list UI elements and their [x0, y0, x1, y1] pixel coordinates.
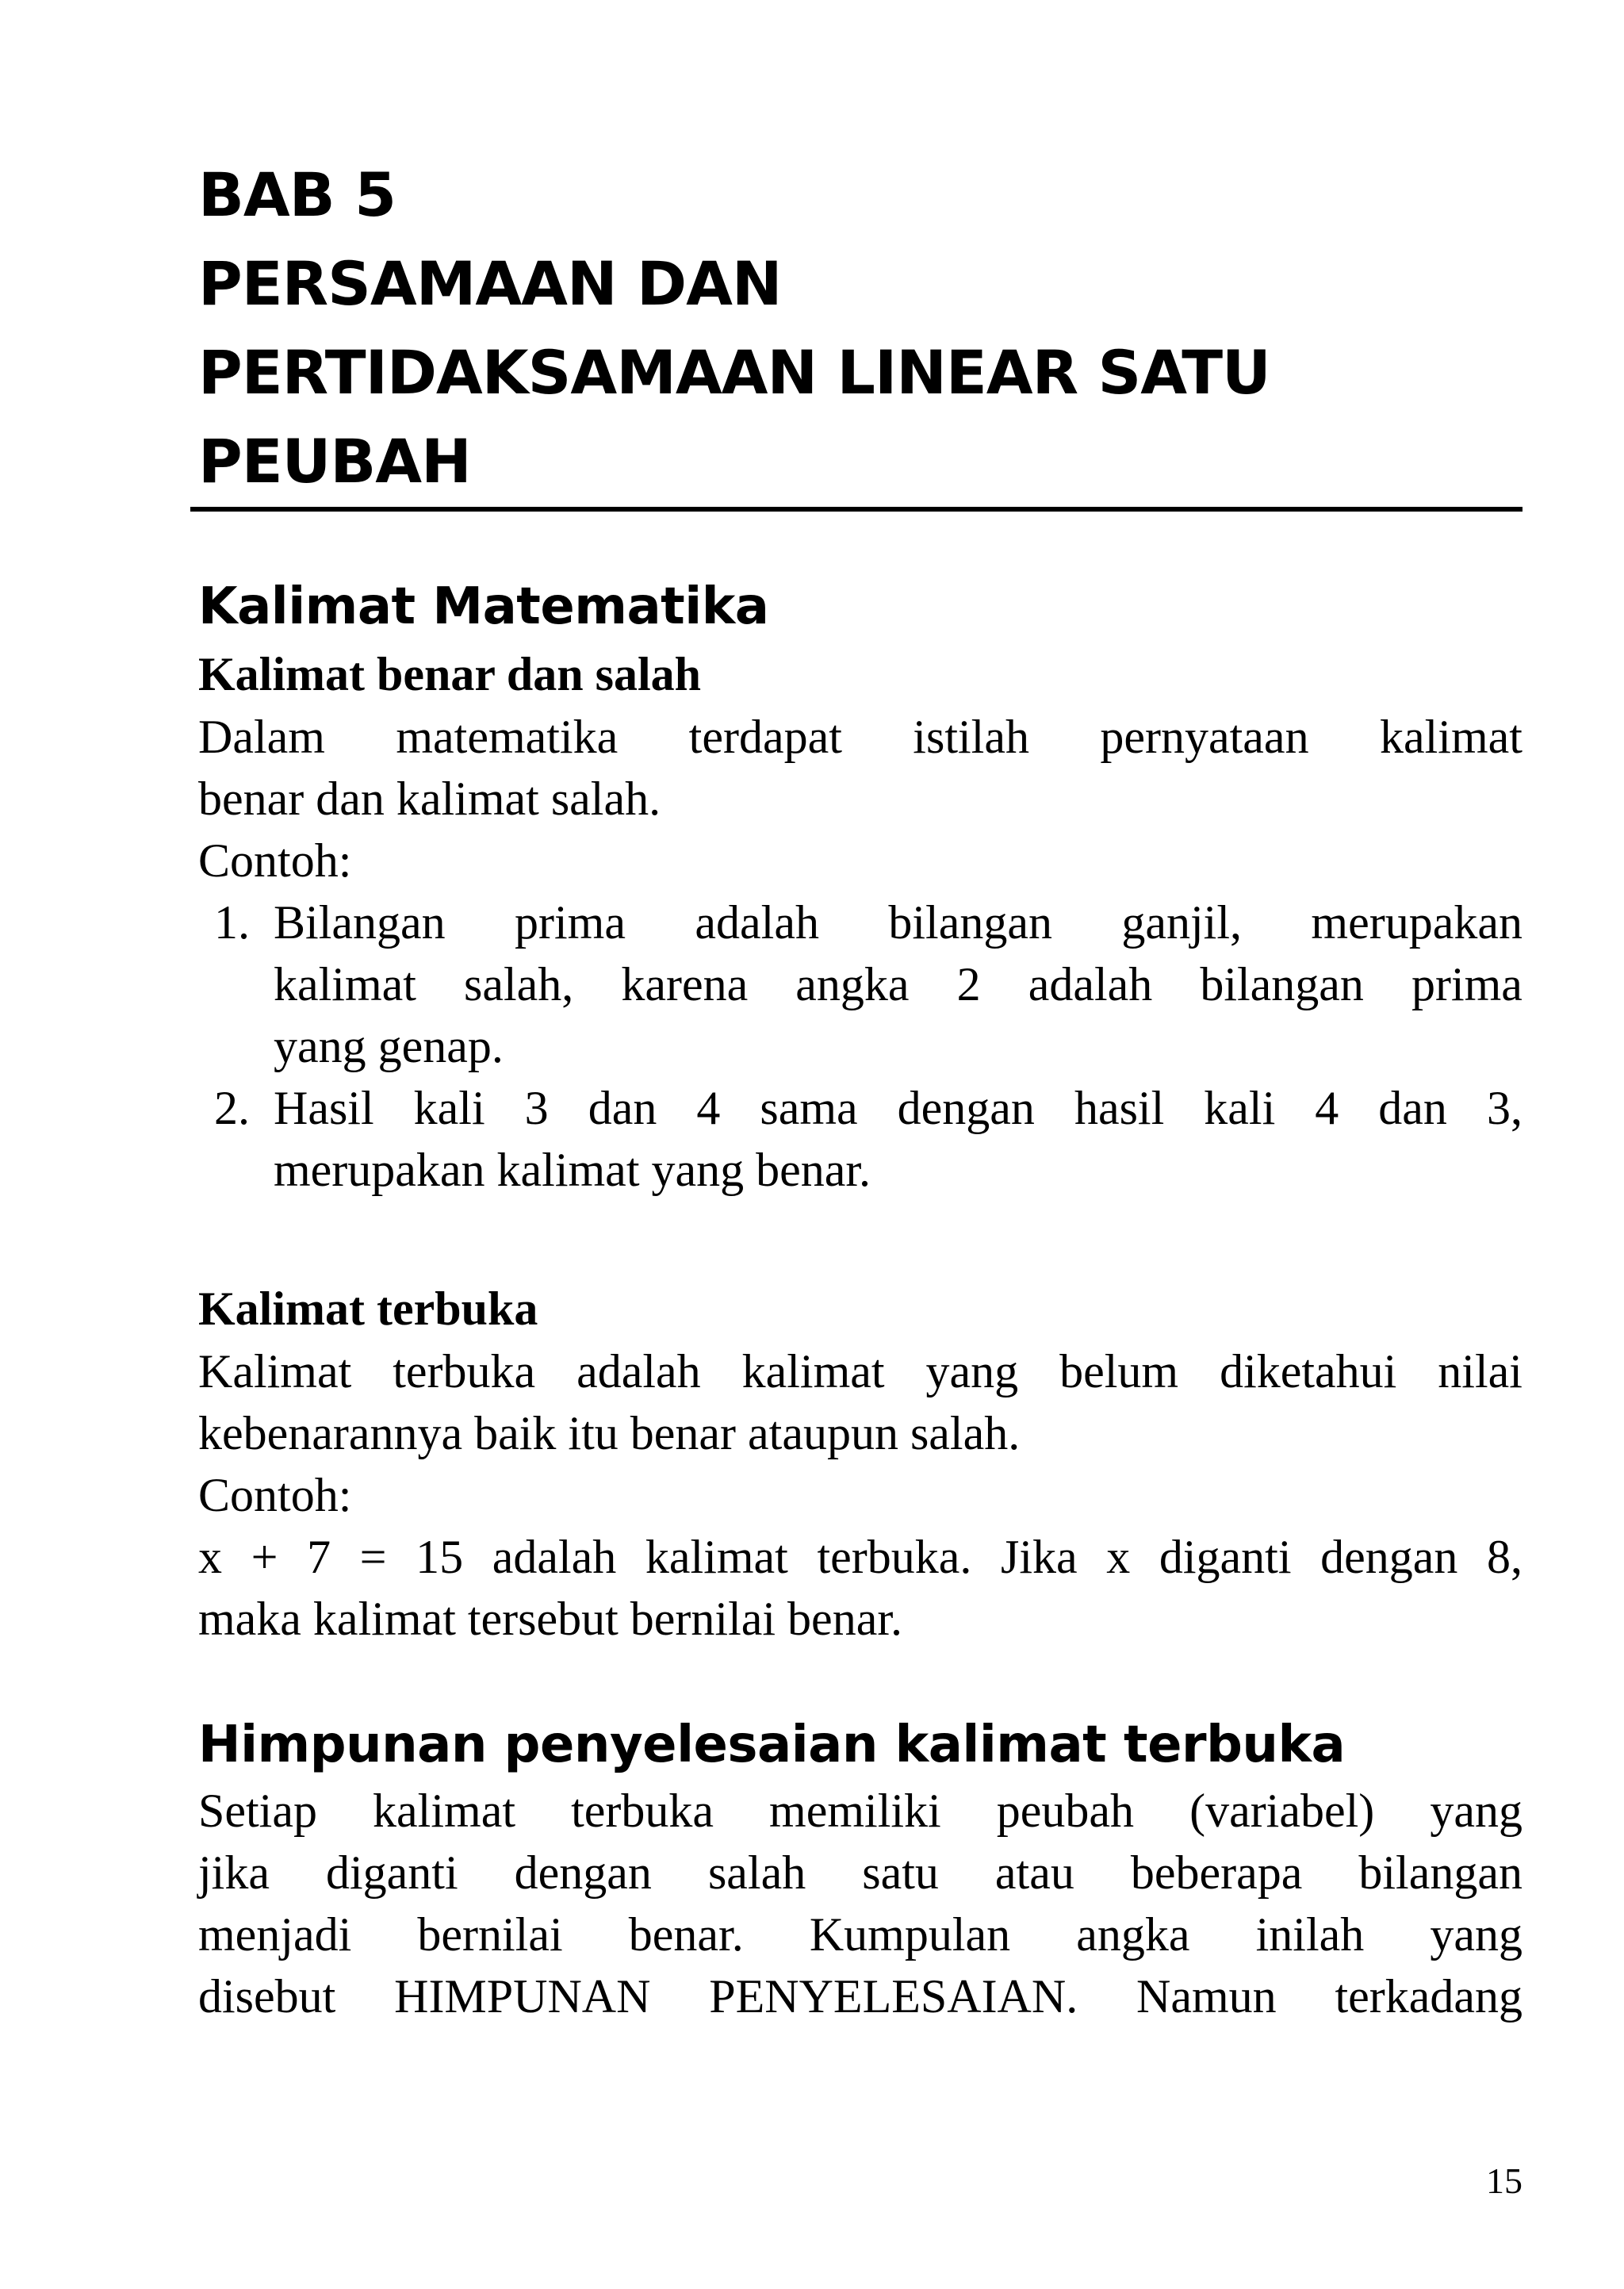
word: nilai: [1438, 1345, 1522, 1398]
list-number: 2.: [214, 1082, 250, 1134]
word: matematika: [396, 711, 619, 763]
word: terbuka.: [817, 1531, 972, 1583]
word: 3,: [1486, 1082, 1522, 1134]
text-line: kebenarannya baik itu benar ataupun salah.: [198, 1407, 1021, 1459]
word: x: [198, 1531, 222, 1583]
word: Kumpulan: [809, 1908, 1011, 1961]
word: kalimat: [373, 1785, 515, 1837]
word: kalimat: [274, 958, 416, 1010]
list-number: 1.: [214, 896, 250, 949]
word: terdapat: [688, 711, 842, 763]
word: inilah: [1255, 1908, 1365, 1961]
section-heading-himpunan-penyelesaian: Himpunan penyelesaian kalimat terbuka: [198, 1716, 1346, 1774]
word: kalimat: [1380, 711, 1522, 763]
word: diganti: [326, 1846, 458, 1899]
paragraph-himpunan: [198, 1780, 1522, 2027]
word: 4: [1315, 1082, 1339, 1134]
word: yang: [925, 1345, 1019, 1398]
section-heading-kalimat-matematika: Kalimat Matematika: [198, 577, 769, 636]
word: belum: [1059, 1345, 1179, 1398]
chapter-title: [198, 151, 1522, 506]
word: sama: [760, 1082, 858, 1134]
word: pernyataan: [1100, 711, 1309, 763]
justified-line: [274, 953, 1522, 1015]
word: adalah: [695, 896, 819, 949]
word: beberapa: [1130, 1846, 1303, 1899]
word: 8,: [1487, 1531, 1522, 1583]
justified-line: [198, 1842, 1522, 1904]
chapter-title-line: PERSAMAAN DAN: [198, 248, 782, 319]
word: Setiap: [198, 1785, 317, 1837]
word: 4: [696, 1082, 721, 1134]
document-page: [198, 0, 1522, 2289]
word: salah: [707, 1846, 806, 1899]
word: diganti: [1159, 1531, 1292, 1583]
word: bilangan: [888, 896, 1052, 949]
word: Hasil: [274, 1082, 374, 1134]
word: atau: [994, 1846, 1074, 1899]
word: dengan: [1320, 1531, 1458, 1583]
word: (variabel): [1189, 1785, 1375, 1837]
word: HIMPUNAN: [394, 1970, 651, 2023]
word: dan: [1378, 1082, 1447, 1134]
word: terkadang: [1335, 1970, 1522, 2023]
chapter-title-line: BAB 5: [198, 159, 396, 230]
text-line: merupakan kalimat yang benar.: [274, 1144, 871, 1196]
word: 7: [307, 1531, 331, 1583]
word: PENYELESAIAN.: [709, 1970, 1078, 2023]
word: peubah: [996, 1785, 1135, 1837]
text-line: benar dan kalimat salah.: [198, 773, 661, 825]
word: benar.: [628, 1908, 744, 1961]
chapter-title-line: PERTIDAKSAMAAN LINEAR SATU: [198, 337, 1270, 408]
word: prima: [515, 896, 626, 949]
word: adalah: [1028, 958, 1153, 1010]
word: Bilangan: [274, 896, 446, 949]
word: disebut: [198, 1970, 336, 2023]
word: terbuka: [393, 1345, 536, 1398]
justified-line: [274, 1077, 1522, 1139]
word: kalimat: [741, 1345, 885, 1398]
subheading-kalimat-benar-salah: Kalimat benar dan salah: [198, 648, 702, 700]
word: ganjil,: [1121, 896, 1243, 949]
justified-line: [198, 706, 1522, 768]
word: dan: [588, 1082, 657, 1134]
word: bernilai: [417, 1908, 563, 1961]
word: kali: [1204, 1082, 1276, 1134]
word: =: [359, 1531, 387, 1583]
justified-line: [198, 1526, 1522, 1588]
title-divider: [190, 507, 1522, 512]
word: kalimat: [645, 1531, 788, 1583]
word: Jika: [1001, 1531, 1078, 1583]
word: prima: [1411, 958, 1522, 1010]
word: dengan: [897, 1082, 1035, 1134]
word: yang: [1430, 1785, 1522, 1837]
word: hasil: [1074, 1082, 1165, 1134]
word: 2: [956, 958, 981, 1010]
word: 3: [524, 1082, 549, 1134]
paragraph-kalimat-terbuka: [198, 1340, 1522, 1650]
word: karena: [621, 958, 749, 1010]
word: istilah: [913, 711, 1029, 763]
word: Kalimat: [198, 1345, 352, 1398]
word: Dalam: [198, 711, 325, 763]
word: merupakan: [1311, 896, 1522, 949]
subheading-kalimat-terbuka: Kalimat terbuka: [198, 1283, 538, 1335]
justified-line: [198, 1340, 1522, 1402]
word: angka: [1076, 1908, 1190, 1961]
chapter-title-line: PEUBAH: [198, 426, 471, 497]
word: jika: [198, 1846, 270, 1899]
example-label: Contoh:: [198, 834, 352, 887]
example-label: Contoh:: [198, 1469, 352, 1521]
justified-line: [274, 891, 1522, 953]
text-line: maka kalimat tersebut bernilai benar.: [198, 1593, 902, 1645]
word: kali: [413, 1082, 485, 1134]
word: adalah: [576, 1345, 701, 1398]
word: 15: [416, 1531, 464, 1583]
word: dengan: [514, 1846, 652, 1899]
word: menjadi: [198, 1908, 352, 1961]
justified-line: [198, 1965, 1522, 2027]
word: bilangan: [1200, 958, 1364, 1010]
word: bilangan: [1358, 1846, 1522, 1899]
word: +: [251, 1531, 278, 1583]
word: adalah: [492, 1531, 617, 1583]
list-body: [274, 1077, 1522, 1201]
word: Namun: [1136, 1970, 1277, 2023]
page-number: 15: [1486, 2161, 1522, 2201]
word: salah,: [464, 958, 574, 1010]
word: satu: [862, 1846, 939, 1899]
justified-line: [198, 1780, 1522, 1842]
text-line: yang genap.: [274, 1020, 504, 1072]
list-body: [274, 891, 1522, 1077]
word: memiliki: [769, 1785, 941, 1837]
paragraph-intro: [198, 706, 1522, 891]
word: x: [1106, 1531, 1131, 1583]
justified-line: [198, 1904, 1522, 1965]
word: angka: [795, 958, 910, 1010]
word: diketahui: [1220, 1345, 1397, 1398]
word: terbuka: [571, 1785, 714, 1837]
word: yang: [1430, 1908, 1522, 1961]
